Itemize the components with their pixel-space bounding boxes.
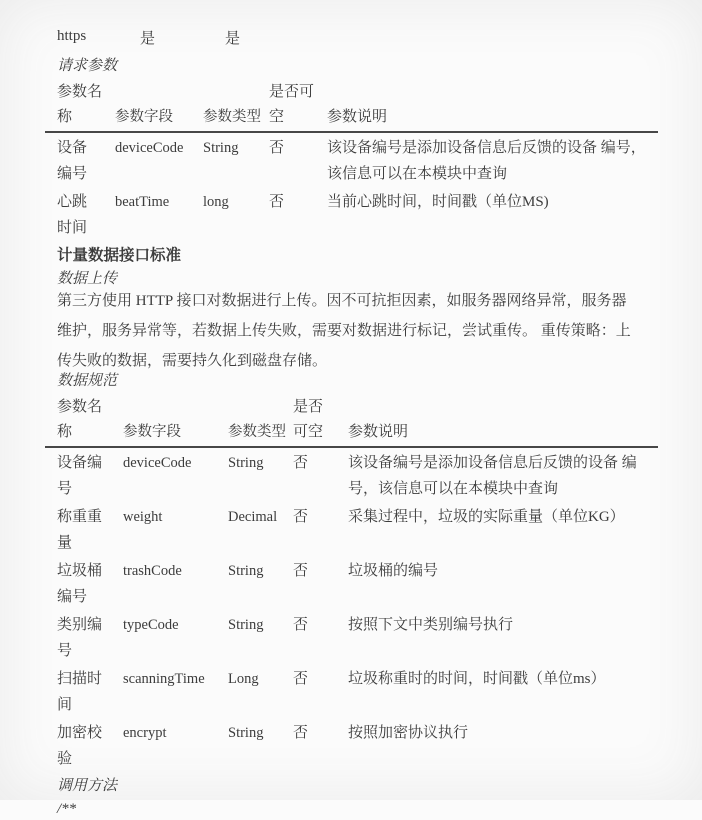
- param-type: Long: [228, 671, 259, 687]
- param-nullable: 否: [293, 563, 309, 579]
- param-desc: 采集过程中，垃圾的实际重量（单位KG）: [348, 509, 625, 525]
- protocol-value: https: [57, 28, 87, 44]
- param-name: 类别编号: [57, 617, 103, 659]
- metering-standard-heading: 计量数据接口标准: [57, 247, 182, 264]
- param-field: beatTime: [115, 194, 170, 210]
- param-nullable: 否: [269, 140, 285, 156]
- table2-header-type: 参数类型: [228, 424, 286, 440]
- data-upload-heading: 数据上传: [57, 271, 118, 287]
- protocol-flag-2: 是: [225, 31, 241, 47]
- param-field: weight: [123, 509, 163, 525]
- param-field: typeCode: [123, 617, 179, 633]
- param-name: 设备编号: [57, 140, 88, 182]
- param-desc: 该设备编号是添加设备信息后反馈的设备 编号，该信息可以在本模块中查询: [348, 455, 637, 497]
- param-field: deviceCode: [115, 140, 184, 156]
- param-nullable: 否: [293, 455, 309, 471]
- param-nullable: 否: [293, 725, 309, 741]
- table2-header-name: 参数名称: [57, 399, 103, 440]
- paragraph-line: 传失败的数据，需要持久化到磁盘存储。: [57, 353, 328, 369]
- param-desc: 按照下文中类别编号执行: [348, 617, 514, 633]
- param-field: trashCode: [123, 563, 182, 579]
- param-nullable: 否: [293, 617, 309, 633]
- table1-header-type: 参数类型: [203, 109, 261, 125]
- code-comment-start: /**: [57, 801, 77, 817]
- upload-paragraph: [57, 286, 677, 376]
- param-type: long: [203, 194, 229, 210]
- table2-header-field: 参数字段: [123, 424, 181, 440]
- table1-header-desc: 参数说明: [327, 109, 388, 125]
- data-spec-heading: 数据规范: [57, 373, 118, 389]
- protocol-flag-1: 是: [140, 31, 156, 47]
- param-name: 加密校验: [57, 725, 103, 767]
- paragraph-line: 维护，服务异常等，若数据上传失败，需要对数据进行标记，尝试重传。 重传策略：上: [57, 323, 631, 339]
- table1-body: [57, 133, 658, 241]
- param-nullable: 否: [293, 671, 309, 687]
- request-params-table: [57, 80, 658, 241]
- call-method-heading: 调用方法: [57, 778, 118, 794]
- table1-header-nullable: 是否可空: [269, 84, 315, 125]
- param-desc: 垃圾桶的编号: [348, 563, 439, 579]
- param-name: 设备编号: [57, 455, 103, 497]
- param-name: 称重重量: [57, 509, 103, 551]
- table1-header-name: 参数名称: [57, 84, 103, 125]
- table2-header-nullable: 是否可空: [293, 399, 324, 440]
- param-type: Decimal: [228, 509, 278, 525]
- param-name: 扫描时间: [57, 671, 103, 713]
- table2-header-row: [57, 395, 658, 445]
- param-type: String: [228, 563, 264, 579]
- protocol-row: [57, 25, 702, 47]
- param-desc: 该设备编号是添加设备信息后反馈的设备 编号，该信息可以在本模块中查询: [327, 140, 646, 182]
- request-params-heading: 请求参数: [57, 58, 118, 74]
- param-nullable: 否: [293, 509, 309, 525]
- table1-header-row: [57, 80, 658, 130]
- param-field: scanningTime: [123, 671, 205, 687]
- paragraph-line: 第三方使用 HTTP 接口对数据进行上传。因不可抗拒因素，如服务器网络异常，服务器: [57, 293, 627, 309]
- param-name: 垃圾桶编号: [57, 563, 103, 605]
- table1-header-field: 参数字段: [115, 109, 173, 125]
- param-type: String: [228, 455, 264, 471]
- param-nullable: 否: [269, 194, 285, 210]
- param-field: deviceCode: [123, 455, 192, 471]
- param-desc: 当前心跳时间，时间戳（单位MS): [327, 194, 549, 210]
- table2-header-desc: 参数说明: [348, 424, 409, 440]
- param-desc: 按照加密协议执行: [348, 725, 469, 741]
- table2-body: [57, 448, 658, 772]
- param-field: encrypt: [123, 725, 167, 741]
- param-name: 心跳时间: [57, 194, 88, 236]
- param-type: String: [228, 617, 264, 633]
- param-desc: 垃圾称重时的时间，时间戳（单位ms）: [348, 671, 606, 687]
- param-type: String: [228, 725, 264, 741]
- data-spec-table: [57, 395, 658, 772]
- param-type: String: [203, 140, 239, 156]
